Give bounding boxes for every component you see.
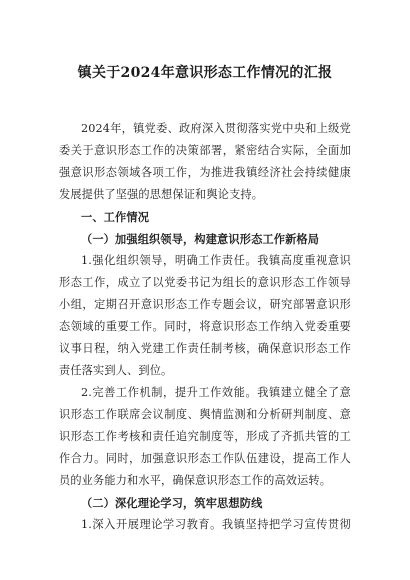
document-title: 镇关于2024年意识形态工作情况的汇报: [77, 65, 333, 81]
paragraph-line: 2024年，镇党委、政府深入贯彻落实党中央和上级党: [81, 122, 351, 135]
paragraph-line: 1.深入开展理论学习教育。我镇坚持把学习宣传贯彻: [81, 518, 351, 531]
paragraph-line: 形态工作，成立了以党委书记为组长的意识形态工作领导: [59, 276, 351, 289]
paragraph-line: 发展提供了坚强的思想保证和舆论支持。: [59, 188, 264, 201]
document-body: [59, 118, 351, 536]
section-heading: 一、工作情况: [81, 210, 150, 224]
paragraph-line: 识形态工作联席会议制度、舆情监测和分析研判制度、意: [59, 408, 351, 421]
paragraph-line: 作合力。同时，加强意识形态工作队伍建设，提高工作人: [59, 452, 351, 465]
paragraph-line: 2.完善工作机制，提升工作效能。我镇建立健全了意: [81, 386, 351, 399]
paragraph-line: 识形态工作考核和责任追究制度等，形成了齐抓共管的工: [59, 430, 351, 443]
paragraph-line: 责任落实到人、到位。: [59, 364, 173, 377]
subsection-heading: （一）加强组织领导，构建意识形态工作新格局: [81, 232, 320, 246]
paragraph-line: 委关于意识形态工作的决策部署，紧密结合实际，全面加: [59, 144, 351, 157]
paragraph-line: 强意识形态领域各项工作，为推进我镇经济社会持续健康: [59, 166, 351, 179]
paragraph-line: 1.强化组织领导，明确工作责任。我镇高度重视意识: [81, 254, 351, 267]
paragraph-line: 员的业务能力和水平，确保意识形态工作的高效运转。: [59, 474, 332, 487]
paragraph-line: 议事日程，纳入党建工作责任制考核，确保意识形态工作: [59, 342, 351, 355]
subsection-heading: （二）深化理论学习，筑牢思想防线: [81, 496, 263, 510]
paragraph-line: 态领域的重要工作。同时，将意识形态工作纳入党委重要: [59, 320, 351, 333]
paragraph-line: 小组，定期召开意识形态工作专题会议，研究部署意识形: [59, 298, 351, 311]
